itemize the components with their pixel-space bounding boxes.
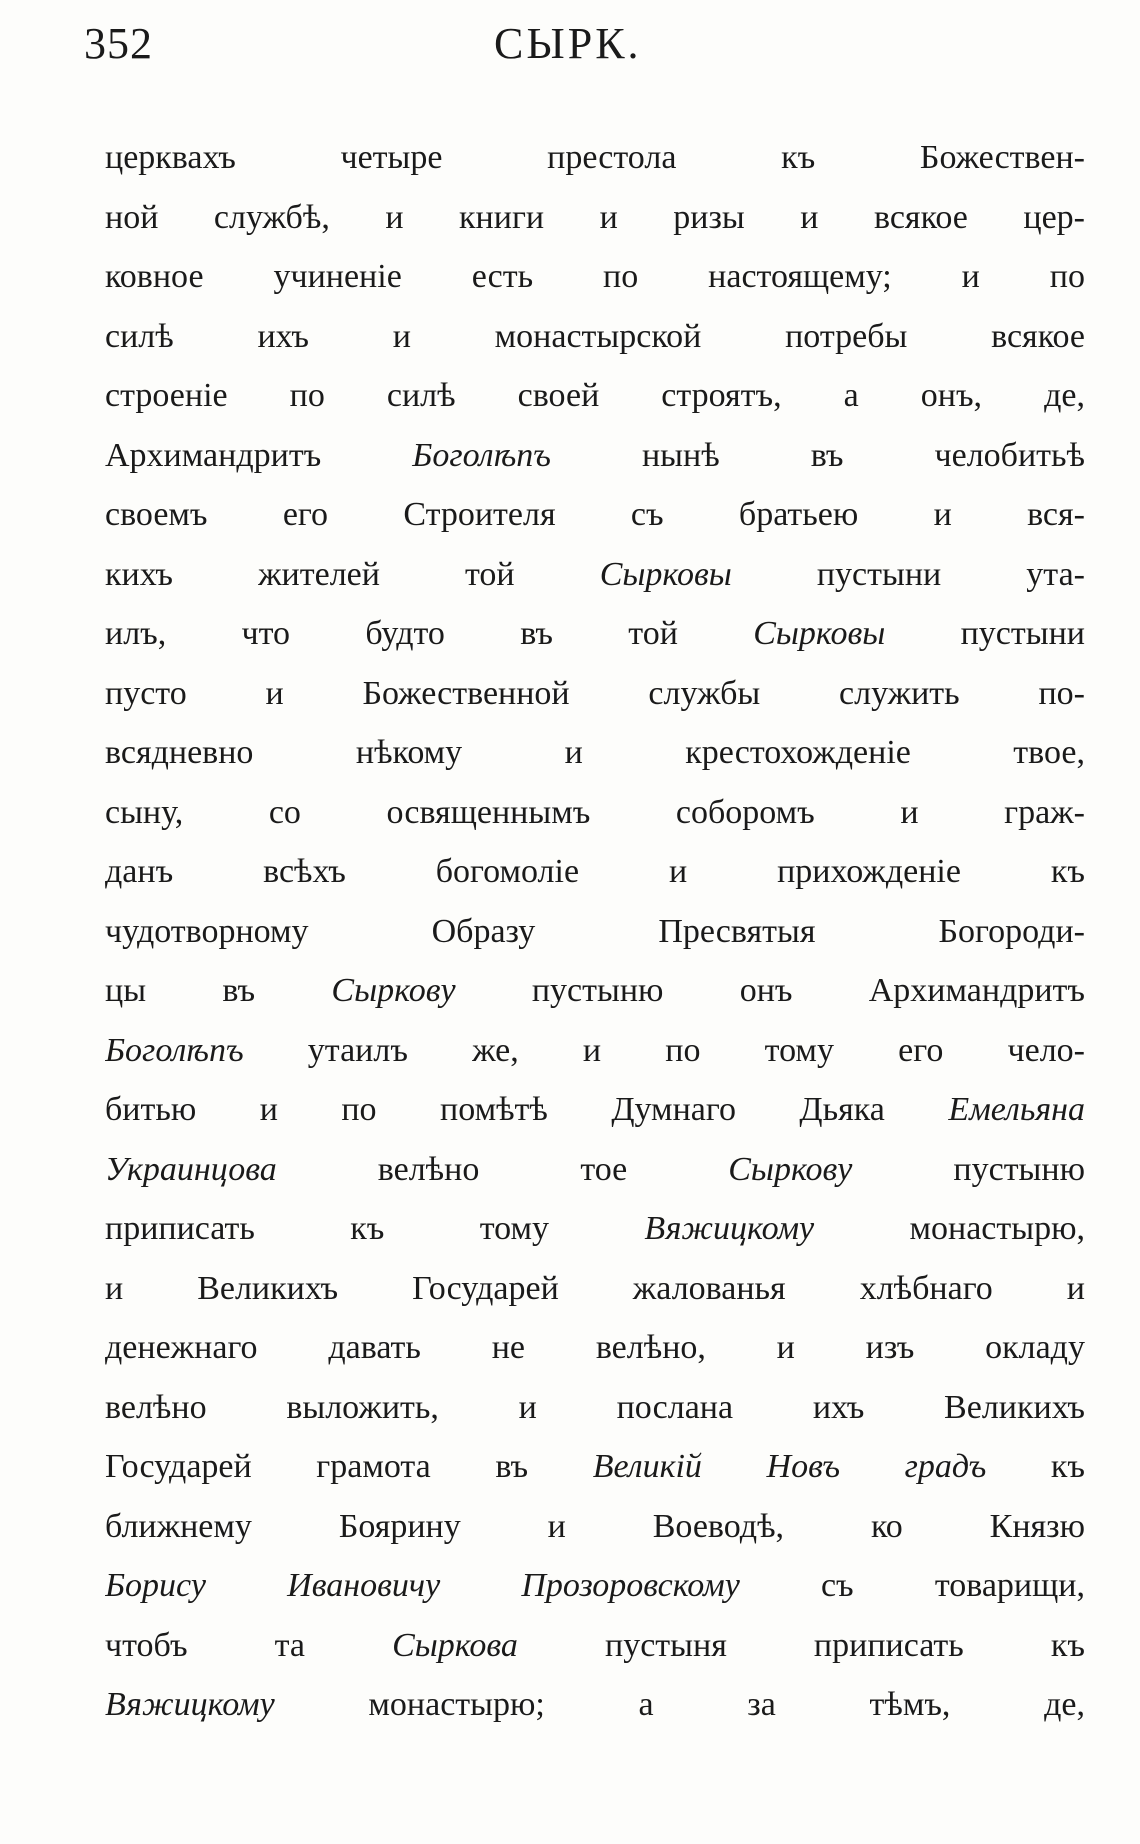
text-line: [105, 128, 1085, 188]
text-line: [105, 1080, 1085, 1140]
italic-name: Боголѣпъ: [412, 436, 551, 474]
italic-name: Сыркову: [331, 972, 456, 1009]
body-text: [105, 128, 1085, 1735]
text-segment: пустыни ута-: [731, 555, 1085, 593]
text-line: [105, 664, 1085, 724]
text-line: [105, 307, 1085, 367]
italic-name: Боголѣпъ: [105, 1031, 244, 1069]
text-line: [105, 723, 1085, 783]
text-line: [105, 902, 1085, 962]
text-segment: приписать къ тому: [105, 1210, 645, 1247]
italic-name: Украинцова: [105, 1150, 277, 1188]
text-segment: нынѣ въ челобитьѣ: [550, 436, 1085, 474]
text-line: [105, 366, 1085, 426]
italic-name: Борису Ивановичу Прозоровскому: [105, 1567, 740, 1604]
text-line: [105, 842, 1085, 902]
italic-name: Емельяна: [948, 1091, 1085, 1128]
text-segment: денежнаго давать не велѣно, и изъ окладу: [105, 1329, 1085, 1366]
text-segment: всядневно нѣкому и крестохожденіе твое,: [105, 734, 1085, 771]
text-line: [105, 1437, 1085, 1497]
italic-name: Сыркову: [728, 1150, 853, 1188]
text-segment: кихъ жителей той: [105, 555, 600, 593]
text-line: [105, 1378, 1085, 1438]
text-segment: монастырю; а за тѣмъ, де,: [274, 1686, 1085, 1723]
text-line: [105, 426, 1085, 486]
text-line: [105, 1497, 1085, 1557]
text-segment: велѣно тое: [276, 1150, 729, 1188]
text-segment: пустыни: [885, 615, 1085, 652]
text-segment: пусто и Божественной службы служить по-: [105, 674, 1085, 712]
page-number: 352: [84, 19, 153, 68]
text-segment: сыну, со освященнымъ соборомъ и граж-: [105, 793, 1085, 831]
text-line: [105, 961, 1085, 1021]
italic-name: Сырковы: [599, 555, 732, 593]
text-line: [105, 1556, 1085, 1616]
text-segment: и Великихъ Государей жалованья хлѣбнаго и: [105, 1269, 1085, 1307]
text-segment: монастырю,: [814, 1210, 1085, 1247]
text-line: [105, 1616, 1085, 1676]
italic-name: Сыркова: [392, 1626, 518, 1664]
text-line: [105, 1140, 1085, 1200]
text-line: [105, 1318, 1085, 1378]
text-segment: пустыня приписать къ: [517, 1626, 1085, 1664]
text-line: [105, 1199, 1085, 1259]
text-line: [105, 1675, 1085, 1735]
text-segment: ной службѣ, и книги и ризы и всякое цер-: [105, 198, 1085, 236]
italic-name: Вяжицкому: [105, 1686, 275, 1723]
text-line: [105, 783, 1085, 843]
page-header: [84, 18, 1084, 88]
text-segment: велѣно выложить, и послана ихъ Великихъ: [105, 1388, 1085, 1426]
italic-name: Великій Новъ градъ: [592, 1448, 987, 1485]
text-segment: силѣ ихъ и монастырской потребы всякое: [105, 317, 1085, 355]
text-line: [105, 247, 1085, 307]
text-line: [105, 485, 1085, 545]
text-segment: илъ, что будто въ той: [105, 615, 754, 652]
text-segment: къ: [986, 1448, 1085, 1485]
text-segment: утаилъ же, и по тому его чело-: [243, 1031, 1085, 1069]
text-segment: цы въ: [105, 972, 332, 1009]
text-line: [105, 1021, 1085, 1081]
italic-name: Сырковы: [753, 615, 886, 652]
text-segment: церквахъ четыре престола къ Божествен-: [105, 139, 1085, 176]
text-segment: ковное учиненіе есть по настоящему; и по: [105, 258, 1085, 295]
text-segment: чтобъ та: [105, 1626, 393, 1664]
text-segment: строеніе по силѣ своей строятъ, а онъ, де,: [105, 377, 1085, 414]
text-segment: Государей грамота въ: [105, 1448, 593, 1485]
text-line: [105, 1259, 1085, 1319]
text-segment: битью и по помѣтѣ Думнаго Дьяка: [105, 1091, 949, 1128]
text-segment: пустыню онъ Архимандритъ: [455, 972, 1085, 1009]
italic-name: Вяжицкому: [644, 1210, 815, 1247]
text-segment: пустыню: [852, 1150, 1085, 1188]
running-head: СЫРК.: [494, 19, 642, 68]
text-line: [105, 604, 1085, 664]
text-segment: съ товарищи,: [739, 1567, 1085, 1604]
text-segment: ближнему Боярину и Воеводѣ, ко Князю: [105, 1507, 1085, 1545]
text-segment: своемъ его Строителя съ братьею и вся-: [105, 496, 1085, 533]
text-line: [105, 188, 1085, 248]
text-segment: данъ всѣхъ богомоліе и прихожденіе къ: [105, 853, 1085, 890]
text-segment: Архимандритъ: [105, 436, 413, 474]
text-segment: чудотворному Образу Пресвятыя Богороди-: [105, 912, 1085, 950]
text-line: [105, 545, 1085, 605]
